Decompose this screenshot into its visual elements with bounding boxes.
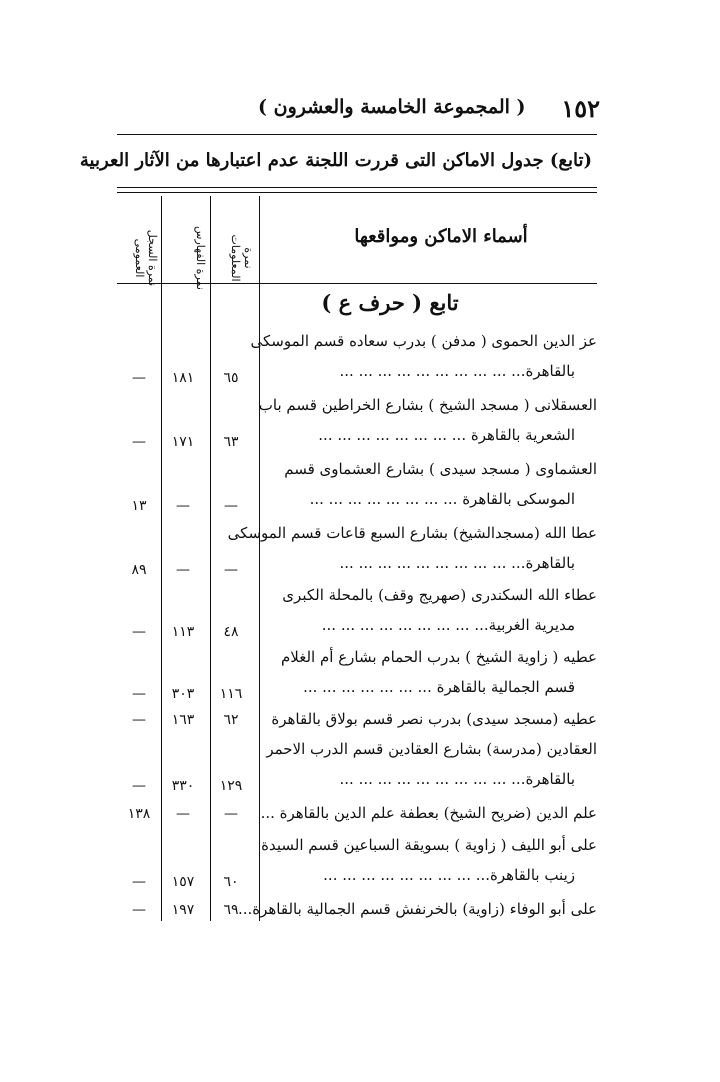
index-number: — [176, 498, 190, 514]
place-name: عطيه ( زاوية الشيخ ) بدرب الحمام بشارع أم الغلام قسم الجمالية بالقاهرة ... ... ... ... ... ... ... [281, 648, 597, 696]
index-number: ١٩٧ [171, 902, 195, 918]
register-number: — [132, 712, 146, 728]
column-header-info-number: نمرة المعلومات [229, 234, 255, 282]
info-number: ٦٣ [223, 434, 239, 450]
table-row [117, 704, 597, 734]
place-name: عطا الله (مسجدالشيخ) بشارع السبع قاعات قسم الموسكى بالقاهرة... ... ... ... ... ... ... ... ... ... [227, 524, 597, 572]
column-header-register-number: نمرة السجل العمومى [133, 229, 159, 287]
table-row [117, 894, 597, 924]
place-name: العشماوى ( مسجد سيدى ) بشارع العشماوى قسم الموسكى بالقاهرة ... ... ... ... ... ... ... ... [284, 460, 597, 508]
info-number: — [224, 562, 238, 578]
table-row [117, 390, 597, 450]
place-name: على أبو الوفاء (زاوية) بالخرنفش قسم الجمالية بالقاهرة... [237, 900, 597, 918]
place-name: عطاء الله السكندرى (صهريج وقف) بالمحلة الكبرى مديرية الغربية... ... ... ... ... ... ... ... ... [282, 586, 597, 634]
info-number: ٦٩ [223, 902, 239, 918]
place-name: عطيه (مسجد سيدى) بدرب نصر قسم بولاق بالقاهرة [271, 710, 597, 728]
place-name: علم الدين (ضريح الشيخ) بعطفة علم الدين بالقاهرة ... [260, 804, 597, 822]
running-header-title: ( المجموعة الخامسة والعشرون ) [258, 96, 526, 118]
table-row [117, 326, 597, 386]
index-number: — [176, 806, 190, 822]
info-number: ٤٨ [223, 624, 239, 640]
table-row [117, 830, 597, 890]
table-row [117, 580, 597, 640]
section-title: تابع ( حرف ع ) [321, 290, 459, 315]
place-name: عز الدين الحموى ( مدفن ) بدرب سعاده قسم الموسكى بالقاهرة... ... ... ... ... ... ... ... ... ... [250, 332, 597, 380]
column-header-index-number: نمرة الفهارس [194, 226, 207, 290]
info-number: ٦٢ [223, 712, 239, 728]
place-name: العسقلانى ( مسجد الشيخ ) بشارع الخراطين قسم باب الشعرية بالقاهرة ... ... ... ... ... ... ... ... [258, 396, 597, 444]
table-row [117, 734, 597, 794]
place-name: على أبو الليف ( زاوية ) بسويقة السباعين قسم السيدة زينب بالقاهرة... ... ... ... ... ... ... ... ... [261, 836, 597, 884]
index-number: ١٨١ [171, 370, 195, 386]
table-row [117, 454, 597, 514]
info-number: ١٢٩ [219, 778, 243, 794]
register-number: — [132, 902, 146, 918]
table-row [117, 518, 597, 578]
index-number: ٣٠٣ [171, 686, 195, 702]
index-number: ٣٣٠ [171, 778, 195, 794]
table-top-rule [117, 187, 597, 188]
register-number: ١٣ [131, 498, 147, 514]
index-number: ١٧١ [171, 434, 195, 450]
table-caption: (تابع) جدول الاماكن التى قررت اللجنة عدم اعتبارها من الآثار العربية [79, 150, 592, 171]
register-number: — [132, 370, 146, 386]
info-number: ٦٠ [223, 874, 239, 890]
info-number: — [224, 806, 238, 822]
place-name: العقادين (مدرسة) بشارع العقادين قسم الدرب الاحمر بالقاهرة... ... ... ... ... ... ... ... ... ... [266, 740, 597, 788]
info-number: ٦٥ [223, 370, 239, 386]
register-number: — [132, 686, 146, 702]
table-top-rule-double [117, 192, 597, 193]
page-number: ١٥٢ [561, 94, 600, 123]
register-number: — [132, 624, 146, 640]
register-number: ٨٩ [131, 562, 147, 578]
table-row [117, 798, 597, 828]
index-number: — [176, 562, 190, 578]
table-row [117, 642, 597, 702]
index-number: ١٥٧ [171, 874, 195, 890]
register-number: — [132, 874, 146, 890]
register-number: ١٣٨ [127, 806, 151, 822]
info-number: — [224, 498, 238, 514]
header-rule [117, 134, 597, 135]
register-number: — [132, 434, 146, 450]
column-header-names: أسماء الاماكن ومواقعها [354, 226, 528, 247]
index-number: ١٦٣ [171, 712, 195, 728]
info-number: ١١٦ [219, 686, 243, 702]
register-number: — [132, 778, 146, 794]
index-number: ١١٣ [171, 624, 195, 640]
